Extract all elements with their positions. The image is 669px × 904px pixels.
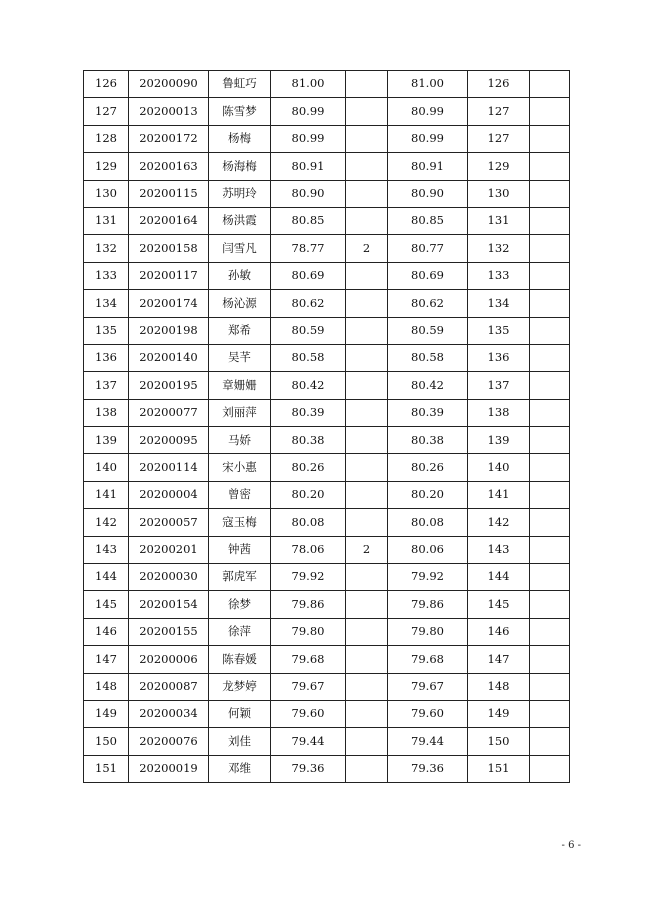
table-row [84, 509, 570, 536]
seq-cell: 127 [84, 98, 129, 125]
remark-cell [530, 481, 570, 508]
seq-cell: 151 [84, 755, 129, 782]
total-score-cell: 79.92 [388, 564, 468, 591]
name-cell: 刘佳 [209, 728, 271, 755]
table-row [84, 262, 570, 289]
bonus-cell: 2 [346, 235, 388, 262]
score-table-body [84, 71, 570, 783]
total-score-cell: 80.59 [388, 317, 468, 344]
rank-cell: 151 [468, 755, 530, 782]
written-score-cell: 79.80 [271, 618, 346, 645]
total-score-cell: 80.06 [388, 536, 468, 563]
bonus-cell [346, 399, 388, 426]
rank-cell: 147 [468, 646, 530, 673]
rank-cell: 137 [468, 372, 530, 399]
table-row [84, 618, 570, 645]
seq-cell: 140 [84, 454, 129, 481]
bonus-cell [346, 427, 388, 454]
written-score-cell: 80.42 [271, 372, 346, 399]
total-score-cell: 79.86 [388, 591, 468, 618]
name-cell: 曾密 [209, 481, 271, 508]
written-score-cell: 80.20 [271, 481, 346, 508]
seq-cell: 128 [84, 125, 129, 152]
bonus-cell [346, 262, 388, 289]
name-cell: 鲁虹巧 [209, 71, 271, 98]
exam-id-cell: 20200057 [129, 509, 209, 536]
bonus-cell [346, 454, 388, 481]
remark-cell [530, 536, 570, 563]
remark-cell [530, 71, 570, 98]
remark-cell [530, 618, 570, 645]
exam-id-cell: 20200019 [129, 755, 209, 782]
rank-cell: 129 [468, 153, 530, 180]
bonus-cell [346, 317, 388, 344]
rank-cell: 141 [468, 481, 530, 508]
rank-cell: 132 [468, 235, 530, 262]
written-score-cell: 79.67 [271, 673, 346, 700]
seq-cell: 126 [84, 71, 129, 98]
score-table [83, 70, 570, 783]
written-score-cell: 79.44 [271, 728, 346, 755]
remark-cell [530, 755, 570, 782]
rank-cell: 149 [468, 700, 530, 727]
total-score-cell: 80.62 [388, 290, 468, 317]
table-row [84, 728, 570, 755]
table-row [84, 454, 570, 481]
name-cell: 吴芊 [209, 344, 271, 371]
bonus-cell [346, 372, 388, 399]
bonus-cell [346, 481, 388, 508]
exam-id-cell: 20200114 [129, 454, 209, 481]
written-score-cell: 80.26 [271, 454, 346, 481]
remark-cell [530, 564, 570, 591]
total-score-cell: 80.42 [388, 372, 468, 399]
exam-id-cell: 20200117 [129, 262, 209, 289]
bonus-cell [346, 728, 388, 755]
rank-cell: 139 [468, 427, 530, 454]
total-score-cell: 79.44 [388, 728, 468, 755]
rank-cell: 133 [468, 262, 530, 289]
remark-cell [530, 454, 570, 481]
remark-cell [530, 427, 570, 454]
total-score-cell: 80.08 [388, 509, 468, 536]
bonus-cell [346, 207, 388, 234]
table-row [84, 153, 570, 180]
exam-id-cell: 20200172 [129, 125, 209, 152]
exam-id-cell: 20200004 [129, 481, 209, 508]
total-score-cell: 79.60 [388, 700, 468, 727]
name-cell: 杨洪霞 [209, 207, 271, 234]
written-score-cell: 78.06 [271, 536, 346, 563]
rank-cell: 145 [468, 591, 530, 618]
seq-cell: 145 [84, 591, 129, 618]
seq-cell: 144 [84, 564, 129, 591]
bonus-cell [346, 344, 388, 371]
written-score-cell: 80.08 [271, 509, 346, 536]
remark-cell [530, 372, 570, 399]
rank-cell: 127 [468, 98, 530, 125]
name-cell: 陈春媛 [209, 646, 271, 673]
total-score-cell: 80.38 [388, 427, 468, 454]
seq-cell: 139 [84, 427, 129, 454]
seq-cell: 141 [84, 481, 129, 508]
total-score-cell: 80.91 [388, 153, 468, 180]
written-score-cell: 81.00 [271, 71, 346, 98]
written-score-cell: 79.36 [271, 755, 346, 782]
total-score-cell: 80.85 [388, 207, 468, 234]
name-cell: 何颖 [209, 700, 271, 727]
exam-id-cell: 20200163 [129, 153, 209, 180]
rank-cell: 126 [468, 71, 530, 98]
remark-cell [530, 509, 570, 536]
table-row [84, 235, 570, 262]
remark-cell [530, 290, 570, 317]
seq-cell: 137 [84, 372, 129, 399]
rank-cell: 140 [468, 454, 530, 481]
seq-cell: 130 [84, 180, 129, 207]
table-row [84, 290, 570, 317]
table-row [84, 344, 570, 371]
seq-cell: 148 [84, 673, 129, 700]
name-cell: 宋小惠 [209, 454, 271, 481]
seq-cell: 147 [84, 646, 129, 673]
written-score-cell: 79.60 [271, 700, 346, 727]
name-cell: 徐萍 [209, 618, 271, 645]
table-row [84, 71, 570, 98]
bonus-cell [346, 591, 388, 618]
name-cell: 孙敏 [209, 262, 271, 289]
exam-id-cell: 20200115 [129, 180, 209, 207]
exam-id-cell: 20200140 [129, 344, 209, 371]
bonus-cell [346, 509, 388, 536]
total-score-cell: 80.39 [388, 399, 468, 426]
exam-id-cell: 20200174 [129, 290, 209, 317]
total-score-cell: 79.80 [388, 618, 468, 645]
exam-id-cell: 20200164 [129, 207, 209, 234]
bonus-cell: 2 [346, 536, 388, 563]
written-score-cell: 78.77 [271, 235, 346, 262]
exam-id-cell: 20200090 [129, 71, 209, 98]
rank-cell: 130 [468, 180, 530, 207]
written-score-cell: 80.59 [271, 317, 346, 344]
remark-cell [530, 673, 570, 700]
table-row [84, 180, 570, 207]
rank-cell: 135 [468, 317, 530, 344]
table-row [84, 372, 570, 399]
table-row [84, 700, 570, 727]
name-cell: 苏明玲 [209, 180, 271, 207]
rank-cell: 134 [468, 290, 530, 317]
table-row [84, 755, 570, 782]
rank-cell: 138 [468, 399, 530, 426]
name-cell: 龙梦婷 [209, 673, 271, 700]
remark-cell [530, 235, 570, 262]
name-cell: 杨梅 [209, 125, 271, 152]
written-score-cell: 80.69 [271, 262, 346, 289]
seq-cell: 138 [84, 399, 129, 426]
total-score-cell: 80.77 [388, 235, 468, 262]
exam-id-cell: 20200154 [129, 591, 209, 618]
table-row [84, 399, 570, 426]
exam-id-cell: 20200155 [129, 618, 209, 645]
rank-cell: 148 [468, 673, 530, 700]
seq-cell: 131 [84, 207, 129, 234]
seq-cell: 129 [84, 153, 129, 180]
table-row [84, 481, 570, 508]
total-score-cell: 81.00 [388, 71, 468, 98]
name-cell: 马娇 [209, 427, 271, 454]
written-score-cell: 80.62 [271, 290, 346, 317]
table-row [84, 673, 570, 700]
rank-cell: 146 [468, 618, 530, 645]
name-cell: 徐梦 [209, 591, 271, 618]
rank-cell: 127 [468, 125, 530, 152]
bonus-cell [346, 755, 388, 782]
exam-id-cell: 20200030 [129, 564, 209, 591]
name-cell: 闫雪凡 [209, 235, 271, 262]
name-cell: 钟茜 [209, 536, 271, 563]
table-row [84, 646, 570, 673]
remark-cell [530, 207, 570, 234]
remark-cell [530, 262, 570, 289]
remark-cell [530, 180, 570, 207]
bonus-cell [346, 618, 388, 645]
exam-id-cell: 20200006 [129, 646, 209, 673]
seq-cell: 149 [84, 700, 129, 727]
bonus-cell [346, 153, 388, 180]
name-cell: 郭虎军 [209, 564, 271, 591]
exam-id-cell: 20200201 [129, 536, 209, 563]
total-score-cell: 80.99 [388, 125, 468, 152]
seq-cell: 132 [84, 235, 129, 262]
total-score-cell: 80.58 [388, 344, 468, 371]
exam-id-cell: 20200076 [129, 728, 209, 755]
name-cell: 杨海梅 [209, 153, 271, 180]
bonus-cell [346, 180, 388, 207]
bonus-cell [346, 646, 388, 673]
table-row [84, 125, 570, 152]
table-row [84, 317, 570, 344]
total-score-cell: 80.90 [388, 180, 468, 207]
total-score-cell: 79.36 [388, 755, 468, 782]
page-number: - 6 - [561, 840, 581, 851]
rank-cell: 144 [468, 564, 530, 591]
written-score-cell: 79.86 [271, 591, 346, 618]
rank-cell: 150 [468, 728, 530, 755]
remark-cell [530, 728, 570, 755]
bonus-cell [346, 125, 388, 152]
total-score-cell: 80.99 [388, 98, 468, 125]
seq-cell: 146 [84, 618, 129, 645]
remark-cell [530, 317, 570, 344]
rank-cell: 131 [468, 207, 530, 234]
rank-cell: 142 [468, 509, 530, 536]
table-row [84, 98, 570, 125]
bonus-cell [346, 673, 388, 700]
written-score-cell: 80.38 [271, 427, 346, 454]
exam-id-cell: 20200095 [129, 427, 209, 454]
written-score-cell: 80.85 [271, 207, 346, 234]
exam-id-cell: 20200013 [129, 98, 209, 125]
rank-cell: 143 [468, 536, 530, 563]
written-score-cell: 80.58 [271, 344, 346, 371]
name-cell: 刘丽萍 [209, 399, 271, 426]
remark-cell [530, 399, 570, 426]
table-row [84, 427, 570, 454]
written-score-cell: 80.90 [271, 180, 346, 207]
total-score-cell: 79.67 [388, 673, 468, 700]
bonus-cell [346, 71, 388, 98]
written-score-cell: 79.68 [271, 646, 346, 673]
exam-id-cell: 20200077 [129, 399, 209, 426]
table-row [84, 536, 570, 563]
seq-cell: 133 [84, 262, 129, 289]
table-row [84, 564, 570, 591]
name-cell: 章姗姗 [209, 372, 271, 399]
written-score-cell: 80.99 [271, 98, 346, 125]
seq-cell: 143 [84, 536, 129, 563]
total-score-cell: 80.20 [388, 481, 468, 508]
bonus-cell [346, 98, 388, 125]
written-score-cell: 79.92 [271, 564, 346, 591]
name-cell: 寇玉梅 [209, 509, 271, 536]
name-cell: 邓维 [209, 755, 271, 782]
table-row [84, 591, 570, 618]
remark-cell [530, 646, 570, 673]
written-score-cell: 80.91 [271, 153, 346, 180]
exam-id-cell: 20200087 [129, 673, 209, 700]
seq-cell: 134 [84, 290, 129, 317]
remark-cell [530, 125, 570, 152]
remark-cell [530, 98, 570, 125]
name-cell: 郑希 [209, 317, 271, 344]
rank-cell: 136 [468, 344, 530, 371]
remark-cell [530, 591, 570, 618]
remark-cell [530, 344, 570, 371]
bonus-cell [346, 700, 388, 727]
total-score-cell: 80.26 [388, 454, 468, 481]
seq-cell: 150 [84, 728, 129, 755]
name-cell: 杨沁源 [209, 290, 271, 317]
exam-id-cell: 20200198 [129, 317, 209, 344]
written-score-cell: 80.39 [271, 399, 346, 426]
written-score-cell: 80.99 [271, 125, 346, 152]
seq-cell: 135 [84, 317, 129, 344]
exam-id-cell: 20200034 [129, 700, 209, 727]
seq-cell: 136 [84, 344, 129, 371]
total-score-cell: 79.68 [388, 646, 468, 673]
remark-cell [530, 700, 570, 727]
exam-id-cell: 20200158 [129, 235, 209, 262]
name-cell: 陈雪梦 [209, 98, 271, 125]
seq-cell: 142 [84, 509, 129, 536]
bonus-cell [346, 564, 388, 591]
exam-id-cell: 20200195 [129, 372, 209, 399]
bonus-cell [346, 290, 388, 317]
remark-cell [530, 153, 570, 180]
table-row [84, 207, 570, 234]
total-score-cell: 80.69 [388, 262, 468, 289]
